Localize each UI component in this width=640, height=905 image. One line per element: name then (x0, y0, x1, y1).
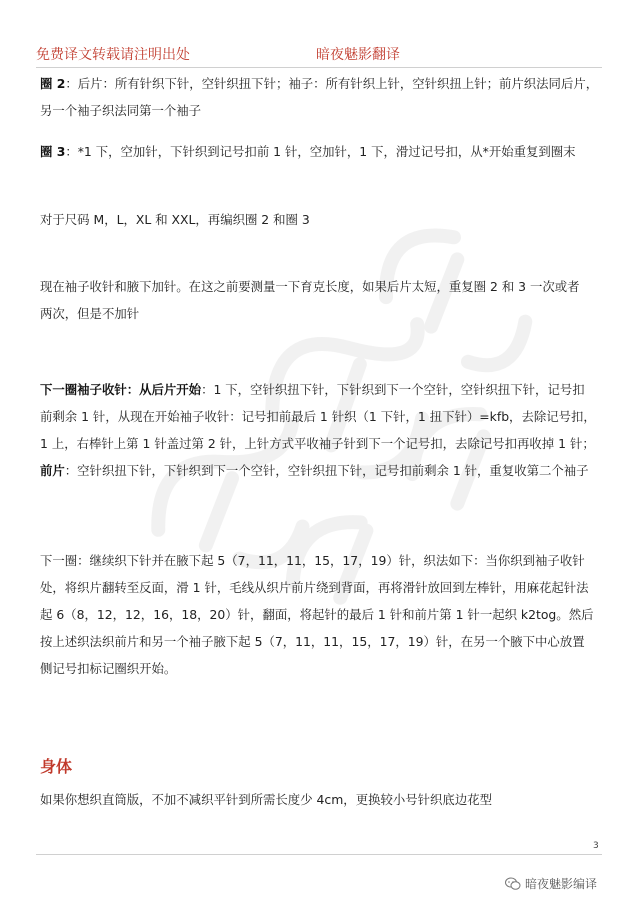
sleeve-note: 现在袖子收针和腋下加针。在这之前要测量一下育克长度，如果后片太短，重复圈 2 和 3 一次或者 两次，但是不加针 (40, 279, 580, 321)
round3-label: 圈 3 (40, 144, 66, 159)
section-heading-body: 身体 (40, 757, 73, 776)
header-rule (36, 67, 602, 68)
round2-paragraph: 圈 2：后片：所有针织下针，空针织扭下针；袖子：所有针织上针，空针织扭上针；前片织法同后片， 另一个袖子织法同第一个袖子 (40, 76, 599, 118)
translator-credit: 暗夜魅影翻译 (316, 47, 400, 63)
copyright-notice: 免费译文转载请注明出处 (36, 47, 190, 63)
decrease-round-paragraph: 下一圈袖子收针：从后片开始：1 下，空针织扭下针，下针织到下一个空针，空针织扭下针，记号扣 前剩余 1 针，从现在开始袖子收针：记号扣前最后 1 针织（1 下针，1 扭下针）=kfb，去除记号扣， 1 上，右棒针上第 1 针盖过第 2 针，上针方式平收袖子针到下一个记号扣，去除记号扣再收掉 1 针； 前片：空针织扭下针，下针织到下一个空针，空针织扭下针，记号扣前剩余 1 针，重复收第二个袖子 (40, 382, 596, 478)
sizes-note: 对于尺码 M，L，XL 和 XXL，再编织圈 2 和圈 3 (40, 212, 310, 227)
round2-label: 圈 2 (40, 76, 66, 91)
next-round-paragraph: 下一圈：继续织下针并在腋下起 5（7，11，11，15，17，19）针，织法如下：当你织到袖子收针 处，将织片翻转至反面，滑 1 针，毛线从织片前片绕到背面，再将滑针放回到左棒针，用麻花起针法 起 6（8，12，12，16，18，20）针，翻面，将起针的最后 1 针和前片第 1 针一起织 k2tog。然后 按上述织法织前片和另一个袖子腋下起 5（7，11，11，15，17，19）针，在另一个腋下中心放置 侧记号扣标记圈织开始。 (40, 553, 594, 676)
body-paragraph: 如果你想织直筒版，不加不减织平针到所需长度少 4cm，更换较小号针织底边花型 (40, 792, 492, 807)
footer-brand (505, 875, 597, 892)
round3-paragraph: 圈 3：*1 下，空加针，下针织到记号扣前 1 针，空加针，1 下，滑过记号扣，从*开始重复到圈末 (40, 144, 576, 159)
footer-rule (36, 854, 602, 855)
decrease-round-label: 下一圈袖子收针：从后片开始 (40, 382, 202, 397)
wechat-icon (505, 877, 521, 891)
footer-brand-label: 暗夜魅影编译 (525, 877, 598, 891)
page-header (36, 44, 602, 68)
front-label: 前片 (40, 463, 65, 478)
page-number: 3 (593, 841, 599, 851)
